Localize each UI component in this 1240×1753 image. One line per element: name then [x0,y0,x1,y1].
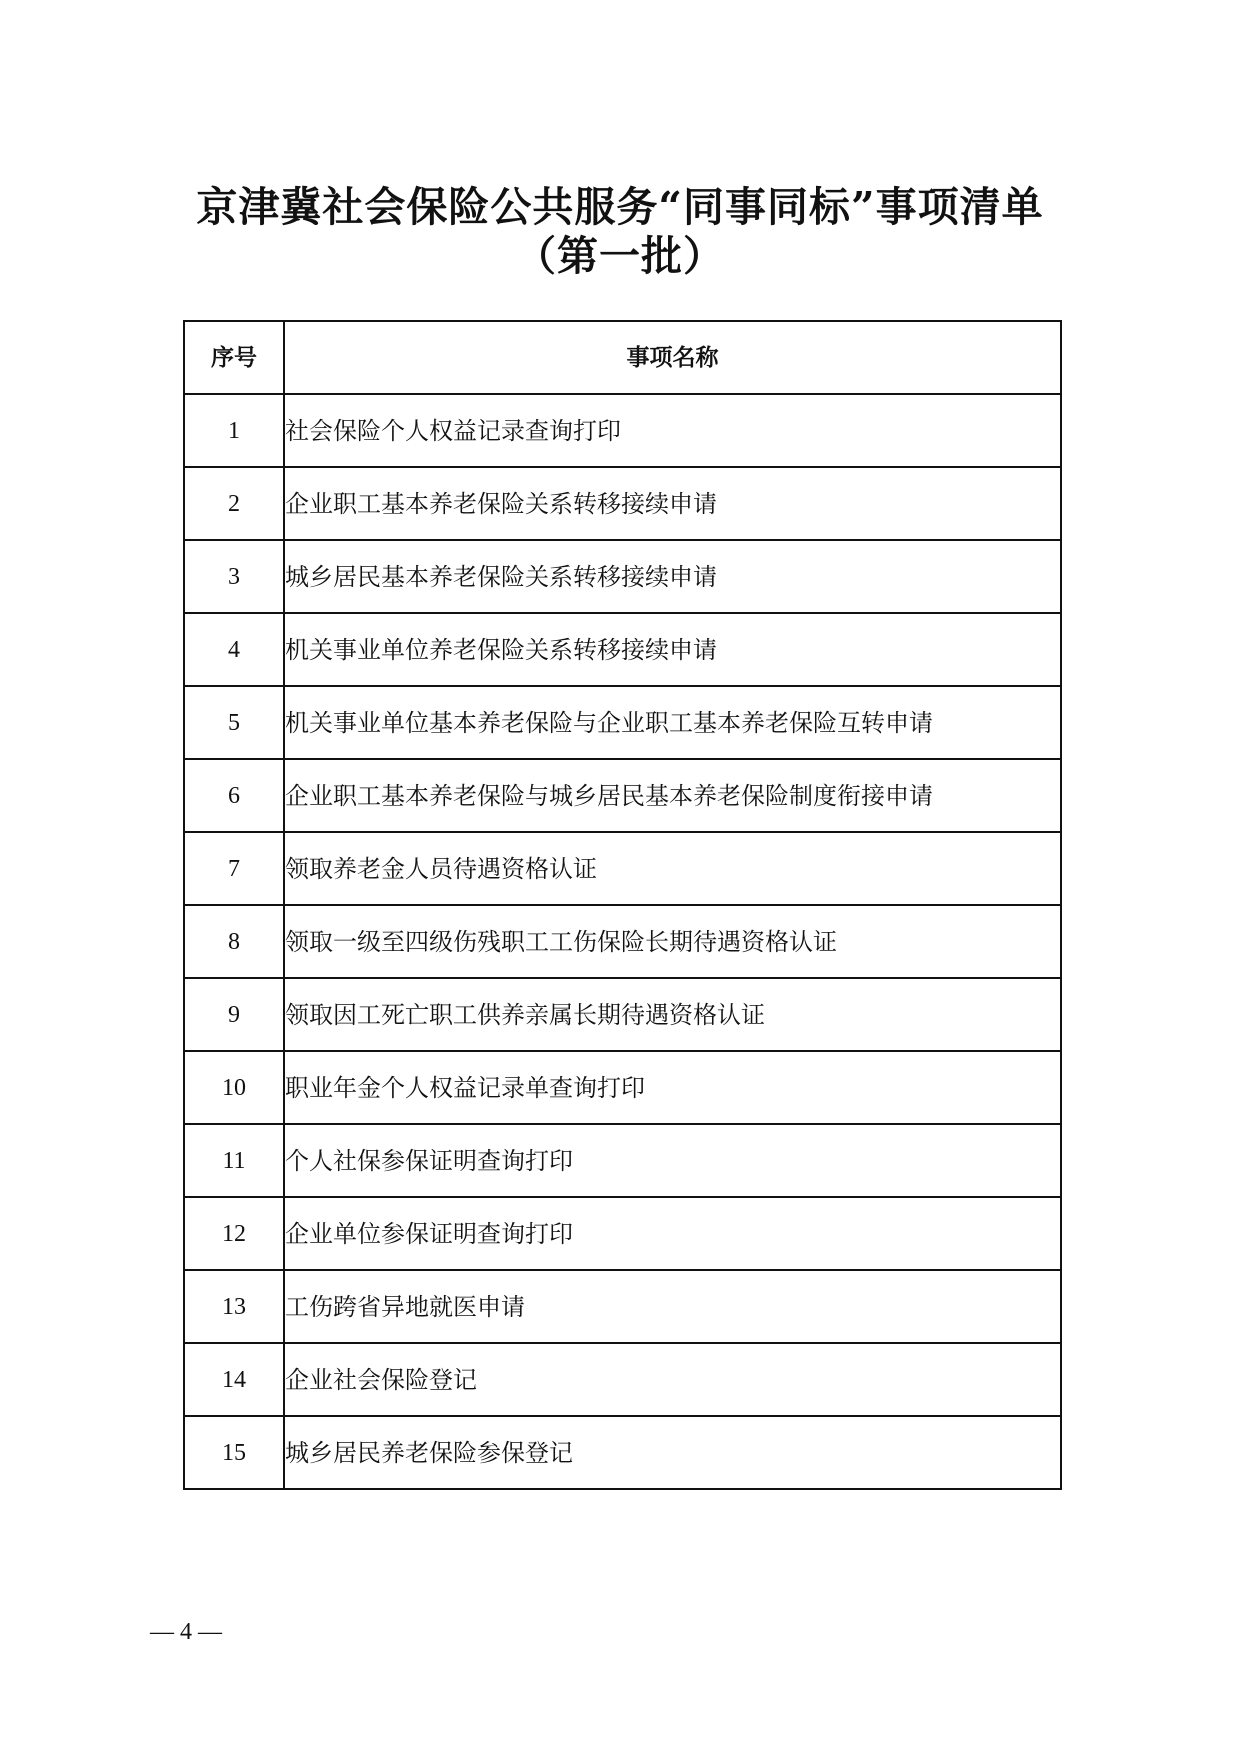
row-number: 5 [184,686,284,759]
table-row [184,832,1061,905]
table-row [184,1124,1061,1197]
row-item-name: 企业社会保险登记 [284,1343,1061,1416]
items-table [183,320,1062,1490]
row-number: 9 [184,978,284,1051]
page-title: 京津冀社会保险公共服务“同事同标”事项清单 [196,183,1044,231]
table-row [184,759,1061,832]
row-item-name: 领取因工死亡职工供养亲属长期待遇资格认证 [284,978,1061,1051]
page-subtitle: （第一批） [515,232,725,280]
row-number: 3 [184,540,284,613]
table-row [184,905,1061,978]
row-item-name: 个人社保参保证明查询打印 [284,1124,1061,1197]
row-item-name: 机关事业单位养老保险关系转移接续申请 [284,613,1061,686]
table-row [184,1343,1061,1416]
row-number: 11 [184,1124,284,1197]
row-number: 1 [184,394,284,467]
table-row [184,467,1061,540]
row-number: 6 [184,759,284,832]
row-item-name: 领取一级至四级伤残职工工伤保险长期待遇资格认证 [284,905,1061,978]
row-number: 7 [184,832,284,905]
row-number: 8 [184,905,284,978]
row-item-name: 城乡居民基本养老保险关系转移接续申请 [284,540,1061,613]
row-item-name: 职业年金个人权益记录单查询打印 [284,1051,1061,1124]
table-row [184,1416,1061,1489]
table-header-row [184,321,1061,394]
row-item-name: 企业职工基本养老保险关系转移接续申请 [284,467,1061,540]
row-item-name: 机关事业单位基本养老保险与企业职工基本养老保险互转申请 [284,686,1061,759]
table-row [184,686,1061,759]
page-number: — 4 — [150,1619,222,1645]
table-row [184,540,1061,613]
row-number: 15 [184,1416,284,1489]
header-no: 序号 [184,321,284,394]
table-row [184,1051,1061,1124]
row-item-name: 城乡居民养老保险参保登记 [284,1416,1061,1489]
row-number: 4 [184,613,284,686]
table-row [184,1197,1061,1270]
table-row [184,394,1061,467]
table-row [184,978,1061,1051]
row-item-name: 企业单位参保证明查询打印 [284,1197,1061,1270]
row-item-name: 领取养老金人员待遇资格认证 [284,832,1061,905]
row-item-name: 工伤跨省异地就医申请 [284,1270,1061,1343]
row-number: 12 [184,1197,284,1270]
row-number: 10 [184,1051,284,1124]
row-number: 14 [184,1343,284,1416]
row-item-name: 企业职工基本养老保险与城乡居民基本养老保险制度衔接申请 [284,759,1061,832]
table-row [184,1270,1061,1343]
header-name: 事项名称 [284,321,1061,394]
row-item-name: 社会保险个人权益记录查询打印 [284,394,1061,467]
table-row [184,613,1061,686]
row-number: 13 [184,1270,284,1343]
row-number: 2 [184,467,284,540]
